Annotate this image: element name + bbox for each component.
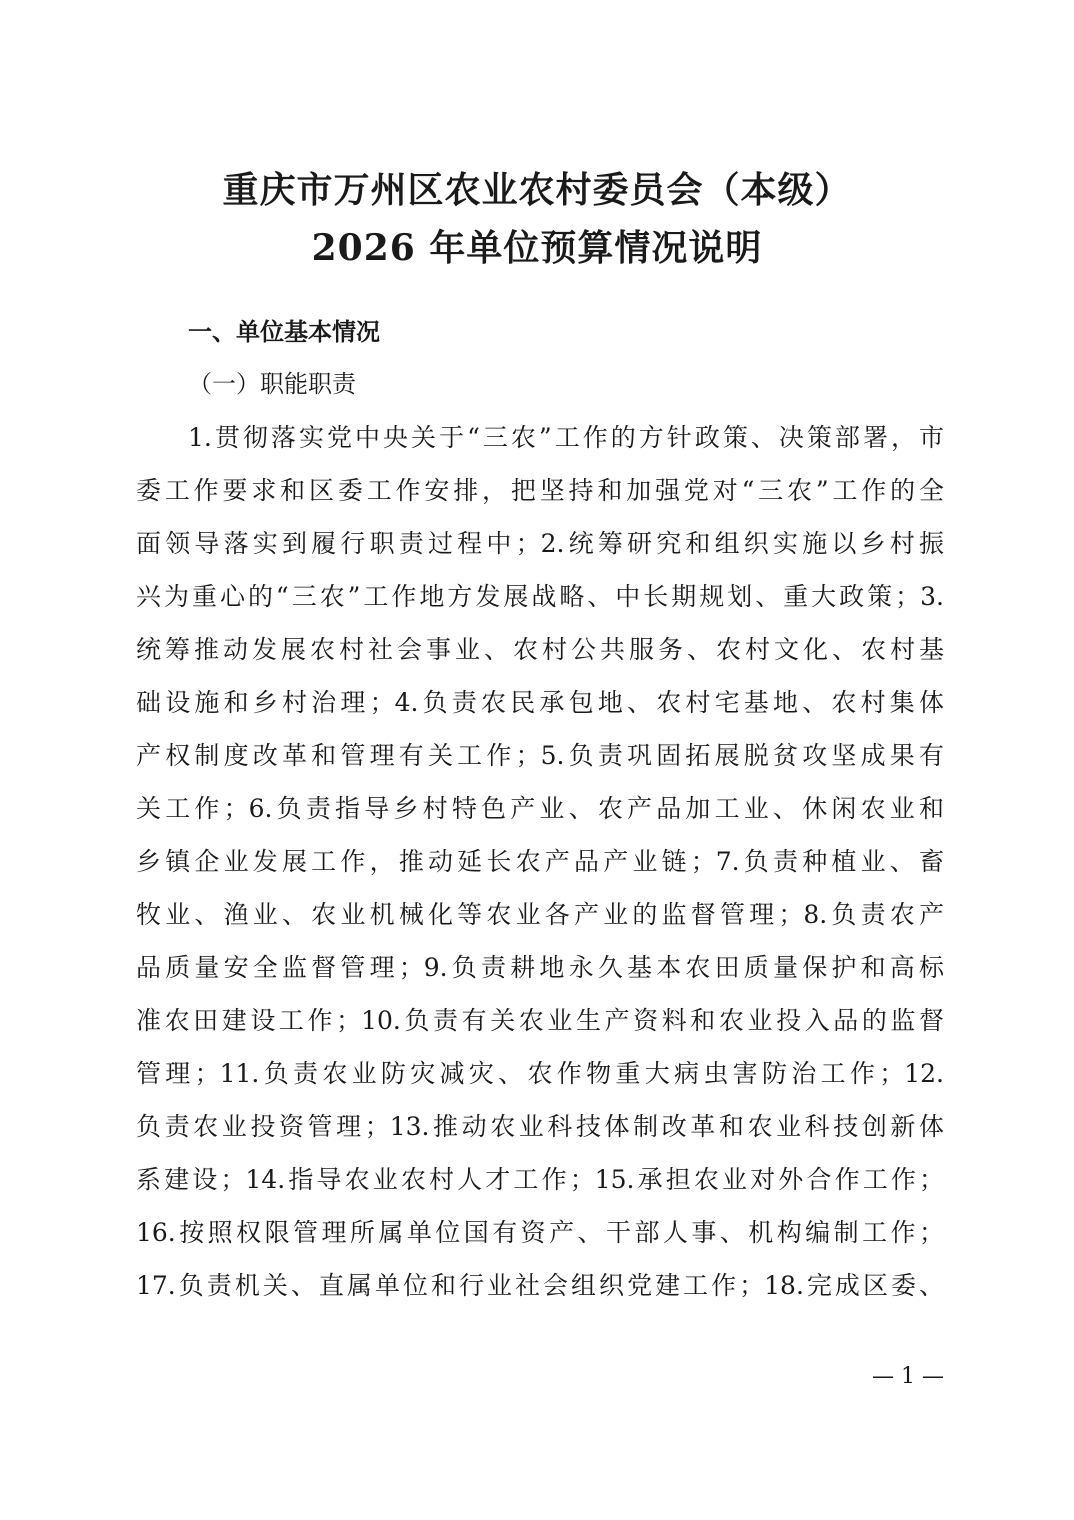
paragraph-line: 品质量安全监督管理；9.负责耕地永久基本农田质量保护和高标 — [136, 953, 944, 982]
paragraph-line: 17.负责机关、直属单位和行业社会组织党建工作；18.完成区委、 — [136, 1271, 944, 1300]
paragraph-line: 牧业、渔业、农业机械化等农业各产业的监督管理；8.负责农产 — [136, 900, 944, 929]
document-title-line1: 重庆市万州区农业农村委员会（本级） — [222, 169, 852, 211]
paragraph-line: 委工作要求和区委工作安排，把坚持和加强党对“三农”工作的全 — [136, 476, 944, 505]
paragraph-line: 负责农业投资管理；13.推动农业科技体制改革和农业科技创新体 — [136, 1112, 944, 1141]
subsection-heading: （一）职能职责 — [188, 370, 356, 398]
section-heading: 一、单位基本情况 — [188, 318, 380, 346]
page-number: — 1 — — [872, 1364, 944, 1389]
paragraph-line: 产权制度改革和管理有关工作；5.负责巩固拓展脱贫攻坚成果有 — [136, 741, 944, 770]
paragraph-line: 1.贯彻落实党中央关于“三农”工作的方针政策、决策部署，市 — [188, 423, 944, 452]
paragraph-line: 兴为重心的“三农”工作地方发展战略、中长期规划、重大政策；3. — [136, 582, 944, 611]
paragraph-line: 管理；11.负责农业防灾减灾、农作物重大病虫害防治工作；12. — [136, 1059, 944, 1088]
paragraph-line: 面领导落实到履行职责过程中；2.统筹研究和组织实施以乡村振 — [136, 529, 944, 558]
paragraph-line: 统筹推动发展农村社会事业、农村公共服务、农村文化、农村基 — [136, 635, 944, 664]
document-title-line2: 2026 年单位预算情况说明 — [311, 227, 763, 269]
paragraph-line: 关工作；6.负责指导乡村特色产业、农产品加工业、休闲农业和 — [136, 794, 944, 823]
paragraph-line: 准农田建设工作；10.负责有关农业生产资料和农业投入品的监督 — [136, 1006, 944, 1035]
paragraph-line: 础设施和乡村治理；4.负责农民承包地、农村宅基地、农村集体 — [136, 688, 944, 717]
paragraph-line: 系建设；14.指导农业农村人才工作；15.承担农业对外合作工作； — [136, 1165, 944, 1194]
paragraph-line: 16.按照权限管理所属单位国有资产、干部人事、机构编制工作； — [136, 1218, 944, 1247]
paragraph-line: 乡镇企业发展工作，推动延长农产品产业链；7.负责种植业、畜 — [136, 847, 944, 876]
